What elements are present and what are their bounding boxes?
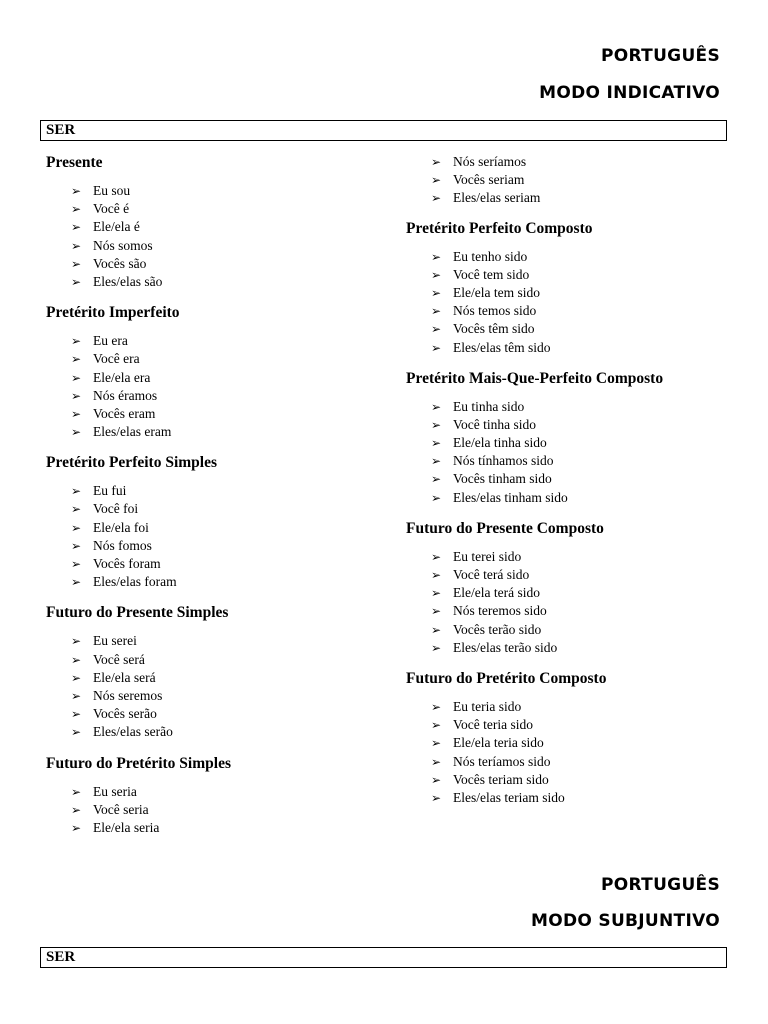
arrow-bullet-icon: ➢ (431, 249, 442, 264)
arrow-bullet-icon: ➢ (431, 640, 442, 655)
conjugation-item (406, 398, 746, 416)
tense-title: Presente (46, 154, 103, 171)
conjugation-item (406, 789, 746, 807)
conjugation-item (406, 566, 746, 584)
conjugation-text: Ele/ela tem sido (453, 284, 540, 300)
arrow-bullet-icon: ➢ (431, 304, 442, 319)
conjugation-item (406, 434, 746, 452)
tense-section (406, 219, 746, 357)
continued-form-list (406, 153, 746, 208)
conjugation-item (46, 783, 386, 801)
verb-box-2 (40, 947, 727, 968)
conjugation-item (46, 723, 386, 741)
conjugation-item (406, 470, 746, 488)
conjugation-text: Eles/elas teriam sido (453, 789, 565, 805)
conjugation-item (406, 171, 746, 189)
conjugation-item (406, 320, 746, 338)
conjugation-text: Eles/elas eram (93, 424, 172, 440)
conjugation-item (406, 452, 746, 470)
arrow-bullet-icon: ➢ (431, 191, 442, 206)
conjugation-list (46, 182, 386, 291)
conjugation-text: Eu seria (93, 783, 137, 799)
tense-section (46, 603, 386, 741)
conjugation-text: Ele/ela teria sido (453, 735, 544, 751)
arrow-bullet-icon: ➢ (431, 718, 442, 733)
arrow-bullet-icon: ➢ (71, 634, 82, 649)
conjugation-text: Vocês eram (93, 405, 156, 421)
conjugation-text: Eles/elas serão (93, 724, 173, 740)
conjugation-item (406, 639, 746, 657)
conjugation-text: Ele/ela seria (93, 819, 160, 835)
verb-label-2: SER (46, 949, 76, 965)
conjugation-text: Vocês terão sido (453, 621, 542, 637)
arrow-bullet-icon: ➢ (431, 173, 442, 188)
conjugation-item (406, 189, 746, 207)
conjugation-item (46, 519, 386, 537)
arrow-bullet-icon: ➢ (71, 184, 82, 198)
conjugation-item (46, 387, 386, 405)
arrow-bullet-icon: ➢ (71, 388, 82, 403)
page-header-subjuntivo (531, 875, 720, 931)
arrow-bullet-icon: ➢ (431, 490, 442, 505)
arrow-bullet-icon: ➢ (71, 202, 82, 217)
conjugation-item (46, 537, 386, 555)
arrow-bullet-icon: ➢ (431, 586, 442, 601)
arrow-bullet-icon: ➢ (431, 772, 442, 787)
conjugation-item (406, 266, 746, 284)
conjugation-item (406, 771, 746, 789)
arrow-bullet-icon: ➢ (431, 699, 442, 714)
conjugation-list (406, 698, 746, 807)
conjugation-item (46, 705, 386, 723)
conjugation-item (46, 687, 386, 705)
arrow-bullet-icon: ➢ (431, 267, 442, 282)
tense-title: Futuro do Pretérito Composto (406, 669, 607, 687)
conjugation-item (46, 218, 386, 236)
arrow-bullet-icon: ➢ (431, 417, 442, 432)
conjugation-item (46, 555, 386, 573)
conjugation-text: Nós seremos (93, 687, 163, 703)
verb-box (40, 120, 727, 141)
arrow-bullet-icon: ➢ (71, 274, 82, 289)
conjugation-item (46, 369, 386, 387)
arrow-bullet-icon: ➢ (431, 155, 442, 169)
arrow-bullet-icon: ➢ (71, 802, 82, 817)
arrow-bullet-icon: ➢ (431, 549, 442, 564)
conjugation-item (406, 339, 746, 357)
conjugation-text: Eu teria sido (453, 698, 522, 714)
conjugation-text: Eu tinha sido (453, 398, 525, 414)
left-column (46, 153, 386, 849)
conjugation-text: Ele/ela terá sido (453, 585, 540, 601)
language-heading: PORTUGUÊS (601, 46, 720, 66)
conjugation-text: Você tinha sido (453, 416, 536, 432)
conjugation-text: Nós temos sido (453, 303, 537, 319)
conjugation-text: Vocês são (93, 255, 147, 271)
conjugation-item (406, 548, 746, 566)
tense-section (46, 453, 386, 591)
conjugation-item (46, 332, 386, 350)
conjugation-list (46, 332, 386, 441)
conjugation-item (406, 621, 746, 639)
conjugation-list (406, 398, 746, 507)
conjugation-text: Nós fomos (93, 537, 152, 553)
conjugation-list (46, 482, 386, 591)
conjugation-text: Ele/ela tinha sido (453, 435, 547, 451)
arrow-bullet-icon: ➢ (71, 406, 82, 421)
conjugation-item (46, 350, 386, 368)
conjugation-text: Vocês têm sido (453, 321, 535, 337)
conjugation-text: Vocês foram (93, 556, 161, 571)
conjugation-item (406, 416, 746, 434)
tense-section (406, 669, 746, 807)
arrow-bullet-icon: ➢ (71, 520, 82, 535)
conjugation-item (46, 423, 386, 441)
conjugation-text: Nós teríamos sido (453, 753, 551, 769)
conjugation-item (46, 801, 386, 819)
conjugation-item (406, 734, 746, 752)
tense-section (46, 153, 386, 291)
conjugation-item (46, 819, 386, 837)
conjugation-text: Você é (93, 201, 130, 217)
conjugation-text: Eles/elas seriam (453, 190, 541, 206)
conjugation-text: Vocês serão (93, 706, 157, 722)
conjugation-text: Eu terei sido (453, 548, 522, 564)
conjugation-item (46, 182, 386, 200)
tense-title: Pretérito Imperfeito (46, 304, 180, 322)
mode-heading-2: MODO SUBJUNTIVO (531, 911, 720, 931)
conjugation-text: Eles/elas são (93, 273, 163, 289)
conjugation-text: Você teria sido (453, 717, 533, 733)
conjugation-item (406, 584, 746, 602)
arrow-bullet-icon: ➢ (71, 820, 82, 835)
arrow-bullet-icon: ➢ (71, 238, 82, 253)
conjugation-item (46, 669, 386, 687)
arrow-bullet-icon: ➢ (71, 707, 82, 722)
mode-heading: MODO INDICATIVO (539, 83, 720, 103)
tense-section (406, 519, 746, 657)
conjugation-text: Nós tínhamos sido (453, 453, 554, 469)
conjugation-text: Ele/ela era (93, 369, 151, 385)
arrow-bullet-icon: ➢ (431, 568, 442, 582)
arrow-bullet-icon: ➢ (431, 736, 442, 751)
conjugation-item (46, 482, 386, 500)
conjugation-list (406, 248, 746, 357)
conjugation-text: Você será (93, 651, 145, 667)
conjugation-item (406, 753, 746, 771)
tense-section (46, 303, 386, 441)
tense-section (46, 754, 386, 838)
verb-label: SER (46, 122, 76, 138)
arrow-bullet-icon: ➢ (431, 622, 442, 637)
tense-title: Pretérito Perfeito Simples (46, 454, 217, 472)
conjugation-text: Eles/elas têm sido (453, 339, 551, 355)
arrow-bullet-icon: ➢ (431, 285, 442, 300)
conjugation-text: Eles/elas foram (93, 574, 177, 590)
conjugation-list (46, 632, 386, 741)
arrow-bullet-icon: ➢ (431, 436, 442, 451)
conjugation-text: Vocês teriam sido (453, 771, 549, 787)
tense-title: Futuro do Presente Simples (46, 604, 229, 622)
conjugation-text: Você foi (93, 501, 139, 517)
conjugation-item (406, 698, 746, 716)
conjugation-text: Eu sou (93, 183, 131, 198)
conjugation-text: Você seria (93, 801, 149, 817)
arrow-bullet-icon: ➢ (71, 652, 82, 667)
conjugation-text: Eu era (93, 333, 128, 349)
conjugation-item (46, 200, 386, 218)
conjugation-item (406, 302, 746, 320)
page-header-indicativo (539, 46, 720, 103)
arrow-bullet-icon: ➢ (71, 256, 82, 271)
conjugation-text: Eu serei (93, 633, 137, 649)
conjugation-item (406, 489, 746, 507)
conjugation-text: Nós teremos sido (453, 603, 547, 619)
conjugation-item (406, 716, 746, 734)
conjugation-item (406, 248, 746, 266)
arrow-bullet-icon: ➢ (71, 502, 82, 517)
conjugation-text: Nós seríamos (453, 154, 527, 169)
arrow-bullet-icon: ➢ (71, 557, 82, 571)
conjugation-item (46, 405, 386, 423)
conjugation-text: Eu fui (93, 483, 127, 499)
tense-title: Futuro do Pretérito Simples (46, 754, 231, 772)
arrow-bullet-icon: ➢ (71, 370, 82, 385)
conjugation-item (406, 153, 746, 171)
arrow-bullet-icon: ➢ (71, 725, 82, 740)
conjugation-text: Eles/elas terão sido (453, 639, 558, 655)
arrow-bullet-icon: ➢ (71, 334, 82, 349)
conjugation-text: Você tem sido (453, 266, 530, 282)
conjugation-item (406, 602, 746, 620)
arrow-bullet-icon: ➢ (71, 538, 82, 553)
conjugation-text: Nós éramos (93, 387, 158, 403)
conjugation-text: Você terá sido (453, 567, 530, 582)
arrow-bullet-icon: ➢ (431, 322, 442, 337)
arrow-bullet-icon: ➢ (71, 484, 82, 499)
conjugation-item (46, 573, 386, 591)
arrow-bullet-icon: ➢ (71, 784, 82, 799)
conjugation-list (406, 548, 746, 657)
conjugation-text: Ele/ela será (93, 669, 156, 685)
conjugation-item (46, 632, 386, 650)
arrow-bullet-icon: ➢ (431, 754, 442, 769)
conjugation-text: Você era (93, 351, 140, 367)
conjugation-text: Vocês tinham sido (453, 471, 552, 487)
conjugation-item (406, 284, 746, 302)
conjugation-item (46, 237, 386, 255)
conjugation-text: Vocês seriam (453, 172, 525, 188)
conjugation-item (46, 273, 386, 291)
tense-title: Futuro do Presente Composto (406, 519, 604, 537)
conjugation-text: Ele/ela é (93, 219, 140, 235)
language-heading-2: PORTUGUÊS (601, 875, 720, 895)
arrow-bullet-icon: ➢ (71, 575, 82, 590)
conjugation-text: Eles/elas tinham sido (453, 489, 568, 505)
conjugation-list (46, 783, 386, 838)
tense-title: Pretérito Mais-Que-Perfeito Composto (406, 369, 664, 387)
arrow-bullet-icon: ➢ (431, 472, 442, 487)
right-column (406, 153, 746, 819)
conjugation-text: Nós somos (93, 237, 153, 253)
arrow-bullet-icon: ➢ (71, 670, 82, 685)
arrow-bullet-icon: ➢ (71, 688, 82, 703)
arrow-bullet-icon: ➢ (431, 604, 442, 619)
arrow-bullet-icon: ➢ (71, 352, 82, 367)
conjugation-item (46, 500, 386, 518)
conjugation-item (46, 651, 386, 669)
arrow-bullet-icon: ➢ (431, 454, 442, 469)
arrow-bullet-icon: ➢ (71, 425, 82, 440)
arrow-bullet-icon: ➢ (71, 220, 82, 235)
tense-title: Pretérito Perfeito Composto (406, 219, 593, 237)
conjugation-text: Eu tenho sido (453, 248, 528, 264)
arrow-bullet-icon: ➢ (431, 790, 442, 805)
conjugation-text: Ele/ela foi (93, 519, 149, 535)
arrow-bullet-icon: ➢ (431, 399, 442, 414)
conjugation-item (46, 255, 386, 273)
tense-section (406, 369, 746, 507)
arrow-bullet-icon: ➢ (431, 340, 442, 355)
